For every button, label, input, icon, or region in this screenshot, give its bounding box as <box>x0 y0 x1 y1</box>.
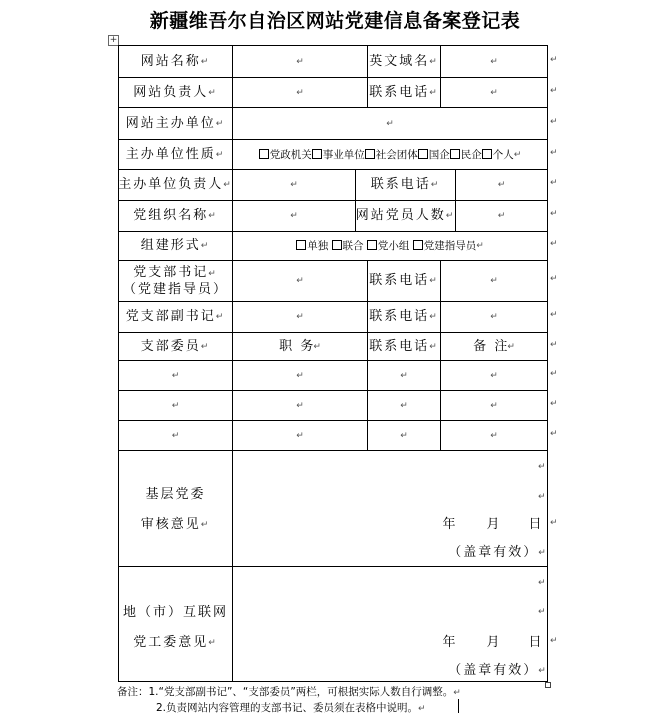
secretary-value[interactable] <box>233 261 367 301</box>
option-label: 社会团体 <box>375 148 418 161</box>
paragraph-mark: ↵ <box>208 87 218 98</box>
secretary-line2: （党建指导员） <box>122 281 228 297</box>
committee-opinion-text-1: 基层党委 <box>145 487 206 502</box>
host-nature-option[interactable] <box>418 147 450 163</box>
party-member-count-text: 网站党员人数 <box>355 208 446 223</box>
paragraph-mark: ↵ <box>290 180 298 190</box>
seal-valid-note <box>448 544 548 562</box>
date-month: 月 <box>486 517 500 532</box>
checkbox-icon[interactable] <box>450 149 460 159</box>
row-end-mark: ↵ <box>550 148 558 158</box>
host-unit-text: 网站主办单位 <box>125 115 216 131</box>
member-cell[interactable] <box>368 391 440 420</box>
host-nature-option[interactable] <box>482 147 514 163</box>
row-end-mark: ↵ <box>550 239 558 249</box>
deputy-secretary-text: 党支部副书记 <box>125 309 216 324</box>
paragraph-mark: ↵ <box>490 370 498 381</box>
paragraph-mark: ↵ <box>386 118 394 129</box>
member-cell[interactable] <box>441 391 547 420</box>
remark-text: 备 注 <box>473 338 508 354</box>
host-unit-value[interactable] <box>233 108 547 139</box>
date-year: 年 <box>442 635 456 650</box>
option-label: 联合 <box>342 240 364 252</box>
build-form-option[interactable] <box>367 238 410 254</box>
site-name-label <box>119 46 232 77</box>
english-domain-value[interactable] <box>441 46 547 77</box>
host-contact-phone-value[interactable] <box>456 170 547 200</box>
build-form-options <box>233 232 547 260</box>
build-form-option[interactable] <box>332 238 364 254</box>
date-year: 年 <box>442 517 456 532</box>
date-day: 日 <box>528 517 542 532</box>
member-cell[interactable] <box>441 361 547 390</box>
paragraph-mark: ↵ <box>400 370 408 381</box>
member-cell[interactable] <box>441 421 547 450</box>
row-end-mark: ↵ <box>550 178 558 188</box>
checkbox-icon[interactable] <box>482 149 492 159</box>
position-text: 职 务 <box>279 338 314 354</box>
row-end-mark: ↵ <box>550 55 558 65</box>
document-title: 新疆维吾尔自治区网站党建信息备案登记表 <box>149 10 521 32</box>
city-opinion-label-1 <box>119 603 232 623</box>
row-end-mark: ↵ <box>550 117 558 127</box>
row-end-mark: ↵ <box>550 340 558 350</box>
secretary-phone-value[interactable] <box>441 261 547 301</box>
contact-phone-value[interactable] <box>441 78 547 107</box>
table-resize-handle[interactable] <box>545 682 551 688</box>
paragraph-mark: ↵ <box>430 180 441 190</box>
site-responsible-value[interactable] <box>233 78 367 107</box>
deputy-secretary-value[interactable] <box>233 302 367 332</box>
secretary-phone-text: 联系电话 <box>369 273 430 288</box>
option-label: 单独 <box>307 240 329 252</box>
build-form-option[interactable] <box>296 238 328 254</box>
paragraph-mark: ↵ <box>490 276 498 286</box>
english-domain-text: 英文域名 <box>369 53 430 69</box>
paragraph-mark: ↵ <box>313 341 321 352</box>
option-label: 民企 <box>460 148 482 161</box>
paragraph-mark: ↵ <box>538 462 546 472</box>
option-label: 事业单位 <box>322 148 365 161</box>
paragraph-mark: ↵ <box>200 56 211 67</box>
paragraph-mark: ↵ <box>429 56 439 67</box>
city-opinion-text-2: 党工委意见 <box>133 635 209 650</box>
member-cell[interactable] <box>233 361 367 390</box>
option-label: 党建指导员 <box>423 240 477 252</box>
secretary-phone-label <box>368 261 440 301</box>
host-nature-option[interactable] <box>259 147 312 163</box>
paragraph-mark: ↵ <box>290 211 298 221</box>
member-cell[interactable] <box>233 391 367 420</box>
paragraph-mark: ↵ <box>429 341 439 352</box>
paragraph-mark: ↵ <box>200 341 211 352</box>
paragraph-mark: ↵ <box>490 430 498 441</box>
contact-phone-label <box>368 78 440 107</box>
host-contact-phone-label <box>356 170 455 200</box>
paragraph-mark: ↵ <box>171 370 180 381</box>
row-end-mark: ↵ <box>550 399 558 409</box>
row-end-mark: ↵ <box>550 369 558 379</box>
host-nature-option[interactable] <box>312 147 365 163</box>
paragraph-mark: ↵ <box>208 211 218 221</box>
city-opinion-label-2 <box>119 633 232 653</box>
party-org-name-label <box>119 201 232 231</box>
paragraph-mark: ↵ <box>296 276 304 286</box>
deputy-phone-label <box>368 302 440 332</box>
checkbox-icon[interactable] <box>259 149 269 159</box>
paragraph-mark: ↵ <box>200 520 211 530</box>
site-responsible-text: 网站负责人 <box>133 84 209 100</box>
checkbox-icon[interactable] <box>365 149 375 159</box>
party-member-count-label <box>356 201 455 231</box>
committee-opinion-label-1 <box>119 485 232 505</box>
host-nature-label <box>119 140 232 169</box>
footnote-text-2: 2.负责网站内容管理的支部书记、委员须在表格中说明。 <box>156 702 419 714</box>
english-domain-label <box>368 46 440 77</box>
committee-opinion-label-2 <box>119 515 232 535</box>
city-opinion-text-1: 地（市）互联网 <box>122 605 228 620</box>
site-name-value[interactable] <box>233 46 367 77</box>
row-end-mark: ↵ <box>550 209 558 219</box>
committee-opinion-text-2: 审核意见 <box>140 517 201 532</box>
paragraph-mark: ↵ <box>296 370 304 381</box>
checkbox-icon[interactable] <box>413 240 423 250</box>
table-border-bottom <box>118 681 547 682</box>
host-responsible-text: 主办单位负责人 <box>118 177 224 192</box>
member-cell[interactable] <box>368 421 440 450</box>
party-org-name-value[interactable] <box>233 201 355 231</box>
host-unit-label <box>119 108 232 139</box>
paragraph-mark: ↵ <box>296 56 304 67</box>
option-label: 国企 <box>428 148 450 161</box>
paragraph-mark: ↵ <box>418 704 426 714</box>
footnote-line-1 <box>117 684 461 699</box>
deputy-secretary-label <box>119 302 232 332</box>
deputy-phone-value[interactable] <box>441 302 547 332</box>
checkbox-icon[interactable] <box>296 240 306 250</box>
checkbox-icon[interactable] <box>418 149 428 159</box>
row-end-mark: ↵ <box>550 518 558 528</box>
date-month: 月 <box>486 635 500 650</box>
paragraph-mark: ↵ <box>497 180 506 190</box>
paragraph-mark: ↵ <box>490 312 498 322</box>
footnote-text-1: 备注：1.“党支部副书记”、“支部委员”两栏，可根据实际人数自行调整。 <box>117 686 454 698</box>
member-phone-text: 联系电话 <box>369 338 430 354</box>
host-nature-options <box>233 140 547 169</box>
seal-valid-note <box>448 662 548 680</box>
paragraph-mark: ↵ <box>453 688 461 698</box>
paragraph-mark: ↵ <box>490 87 498 98</box>
paragraph-mark: ↵ <box>215 312 226 322</box>
member-phone-header <box>368 333 440 360</box>
build-form-text: 组建形式 <box>140 238 201 253</box>
seal-valid-text: （盖章有效） <box>448 663 539 678</box>
row-end-mark: ↵ <box>550 636 558 646</box>
paragraph-mark: ↵ <box>538 492 546 502</box>
paragraph-mark: ↵ <box>538 666 548 676</box>
seal-valid-text: （盖章有效） <box>448 545 539 560</box>
position-header <box>233 333 367 360</box>
remark-header <box>441 333 547 360</box>
row-end-mark: ↵ <box>550 310 558 320</box>
build-form-option[interactable] <box>413 238 477 254</box>
paragraph-mark: ↵ <box>296 87 304 98</box>
paragraph-mark: ↵ <box>200 241 211 251</box>
host-nature-option[interactable] <box>450 147 482 163</box>
host-responsible-value[interactable] <box>233 170 355 200</box>
build-form-label <box>119 232 232 260</box>
host-nature-option[interactable] <box>365 147 418 163</box>
paragraph-mark: ↵ <box>296 312 304 322</box>
paragraph-mark: ↵ <box>490 400 498 411</box>
paragraph-mark: ↵ <box>497 211 506 221</box>
paragraph-mark: ↵ <box>215 149 226 160</box>
checkbox-icon[interactable] <box>367 240 377 250</box>
contact-phone-text: 联系电话 <box>369 84 430 100</box>
paragraph-mark: ↵ <box>223 180 233 190</box>
secretary-label <box>119 261 232 301</box>
paragraph-mark: ↵ <box>296 430 304 441</box>
checkbox-icon[interactable] <box>332 240 342 250</box>
site-name-text: 网站名称 <box>140 53 201 69</box>
party-member-count-value[interactable] <box>456 201 547 231</box>
row-end-mark: ↵ <box>550 274 558 284</box>
host-nature-text: 主办单位性质 <box>125 146 216 162</box>
branch-member-header <box>119 333 232 360</box>
option-label: 个人 <box>492 148 514 161</box>
checkbox-icon[interactable] <box>312 149 322 159</box>
paragraph-mark: ↵ <box>490 56 498 67</box>
option-label: 党小组 <box>377 240 410 252</box>
branch-member-text: 支部委员 <box>140 338 201 354</box>
paragraph-mark: ↵ <box>476 241 484 251</box>
paragraph-mark: ↵ <box>538 607 546 617</box>
paragraph-mark: ↵ <box>208 638 218 648</box>
host-responsible-label <box>119 170 232 200</box>
paragraph-mark: ↵ <box>171 400 180 411</box>
date-day: 日 <box>528 635 542 650</box>
row-end-mark: ↵ <box>550 86 558 96</box>
member-cell[interactable] <box>119 421 232 450</box>
table-move-handle[interactable]: + <box>109 35 118 45</box>
paragraph-mark: ↵ <box>429 276 439 286</box>
option-label: 党政机关 <box>269 148 312 161</box>
member-cell[interactable] <box>233 421 367 450</box>
site-responsible-label <box>119 78 232 107</box>
table-border-right <box>547 45 548 682</box>
paragraph-mark: ↵ <box>171 430 180 441</box>
party-org-name-text: 党组织名称 <box>133 208 209 223</box>
row-end-mark: ↵ <box>550 429 558 439</box>
paragraph-mark: ↵ <box>400 400 408 411</box>
paragraph-mark: ↵ <box>538 548 548 558</box>
paragraph-mark: ↵ <box>296 400 304 411</box>
member-cell[interactable] <box>119 361 232 390</box>
member-cell[interactable] <box>119 391 232 420</box>
deputy-phone-text: 联系电话 <box>369 309 430 324</box>
paragraph-mark: ↵ <box>513 149 522 160</box>
host-contact-phone-text: 联系电话 <box>370 177 431 192</box>
paragraph-mark: ↵ <box>429 312 439 322</box>
secretary-line1: 党支部书记↵ <box>133 264 218 280</box>
paragraph-mark: ↵ <box>400 430 408 441</box>
member-cell[interactable] <box>368 361 440 390</box>
footnote-line-2 <box>156 700 426 715</box>
paragraph-mark: ↵ <box>507 341 515 352</box>
text-cursor <box>458 699 459 713</box>
paragraph-mark: ↵ <box>429 87 439 98</box>
paragraph-mark: ↵ <box>215 118 226 129</box>
paragraph-mark: ↵ <box>445 211 456 221</box>
paragraph-mark: ↵ <box>538 578 546 588</box>
